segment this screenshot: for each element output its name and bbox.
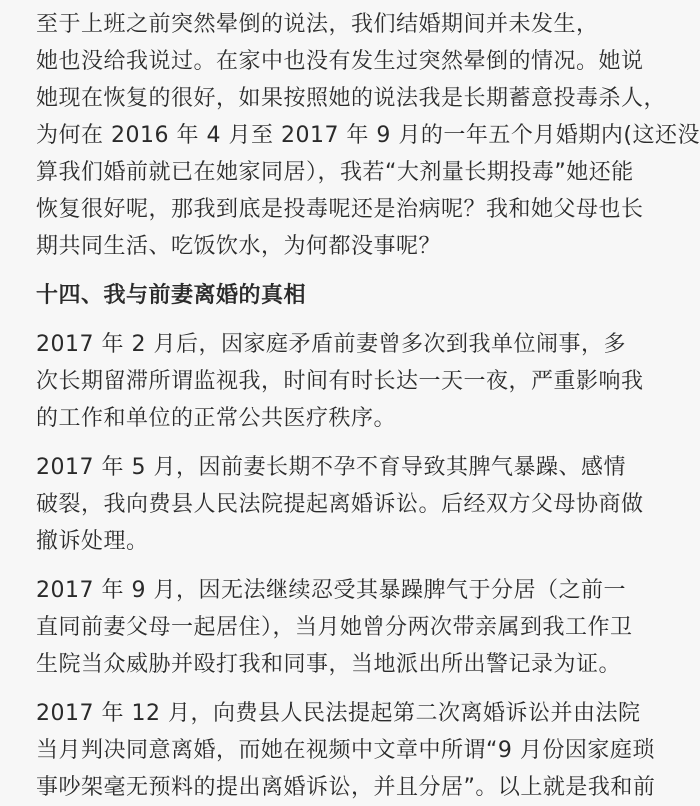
text-line: 为何在 2016 年 4 月至 2017 年 9 月的一年五个月婚期内(这还没	[36, 123, 700, 148]
text-line: 算我们婚前就已在她家同居），我若“大剂量长期投毒”她还能	[36, 160, 634, 185]
text-line: 期共同生活、吃饭饮水，为何都没事呢？	[36, 234, 442, 259]
text-line: 2017 年 5 月，因前妻长期不孕不育导致其脾气暴躁、感情	[36, 455, 626, 480]
text-line: 2017 年 2 月后，因家庭矛盾前妻曾多次到我单位闹事，多	[36, 332, 626, 357]
paragraph-5	[36, 695, 656, 806]
document-page	[0, 6, 700, 803]
text-line: 当月判决同意离婚，而她在视频中文章中所谓“9 月份因家庭琐	[36, 738, 655, 763]
text-line: 至于上班之前突然晕倒的说法，我们结婚期间并未发生，	[36, 12, 599, 37]
paragraph-3	[36, 449, 644, 560]
text-line: 撤诉处理。	[36, 529, 149, 554]
paragraph-4	[36, 572, 633, 683]
paragraph-1	[36, 6, 700, 265]
section-heading: 十四、我与前妻离婚的真相	[36, 283, 307, 308]
text-line: 的工作和单位的正常公共医疗秩序。	[36, 406, 397, 431]
text-line: 事吵架毫无预料的提出离婚诉讼，并且分居”。以上就是我和前	[36, 775, 656, 800]
text-line: 生院当众威胁并殴打我和同事，当地派出所出警记录为证。	[36, 652, 622, 677]
text-line: 恢复很好呢，那我到底是投毒呢还是治病呢？我和她父母也长	[36, 197, 644, 222]
paragraph-2	[36, 326, 644, 437]
article-body	[0, 6, 700, 806]
text-line: 2017 年 12 月，向费县人民法提起第二次离婚诉讼并由法院	[36, 701, 641, 726]
text-line: 她现在恢复的很好，如果按照她的说法我是长期蓄意投毒杀人，	[36, 86, 667, 111]
text-line: 破裂，我向费县人民法院提起离婚诉讼。后经双方父母协商做	[36, 492, 644, 517]
text-line: 2017 年 9 月，因无法继续忍受其暴躁脾气于分居（之前一	[36, 578, 626, 603]
text-line: 次长期留滞所谓监视我，时间有时长达一天一夜，严重影响我	[36, 369, 644, 394]
text-line: 直同前妻父母一起居住），当月她曾分两次带亲属到我工作卫	[36, 615, 633, 640]
text-line: 她也没给我说过。在家中也没有发生过突然晕倒的情况。她说	[36, 49, 644, 74]
